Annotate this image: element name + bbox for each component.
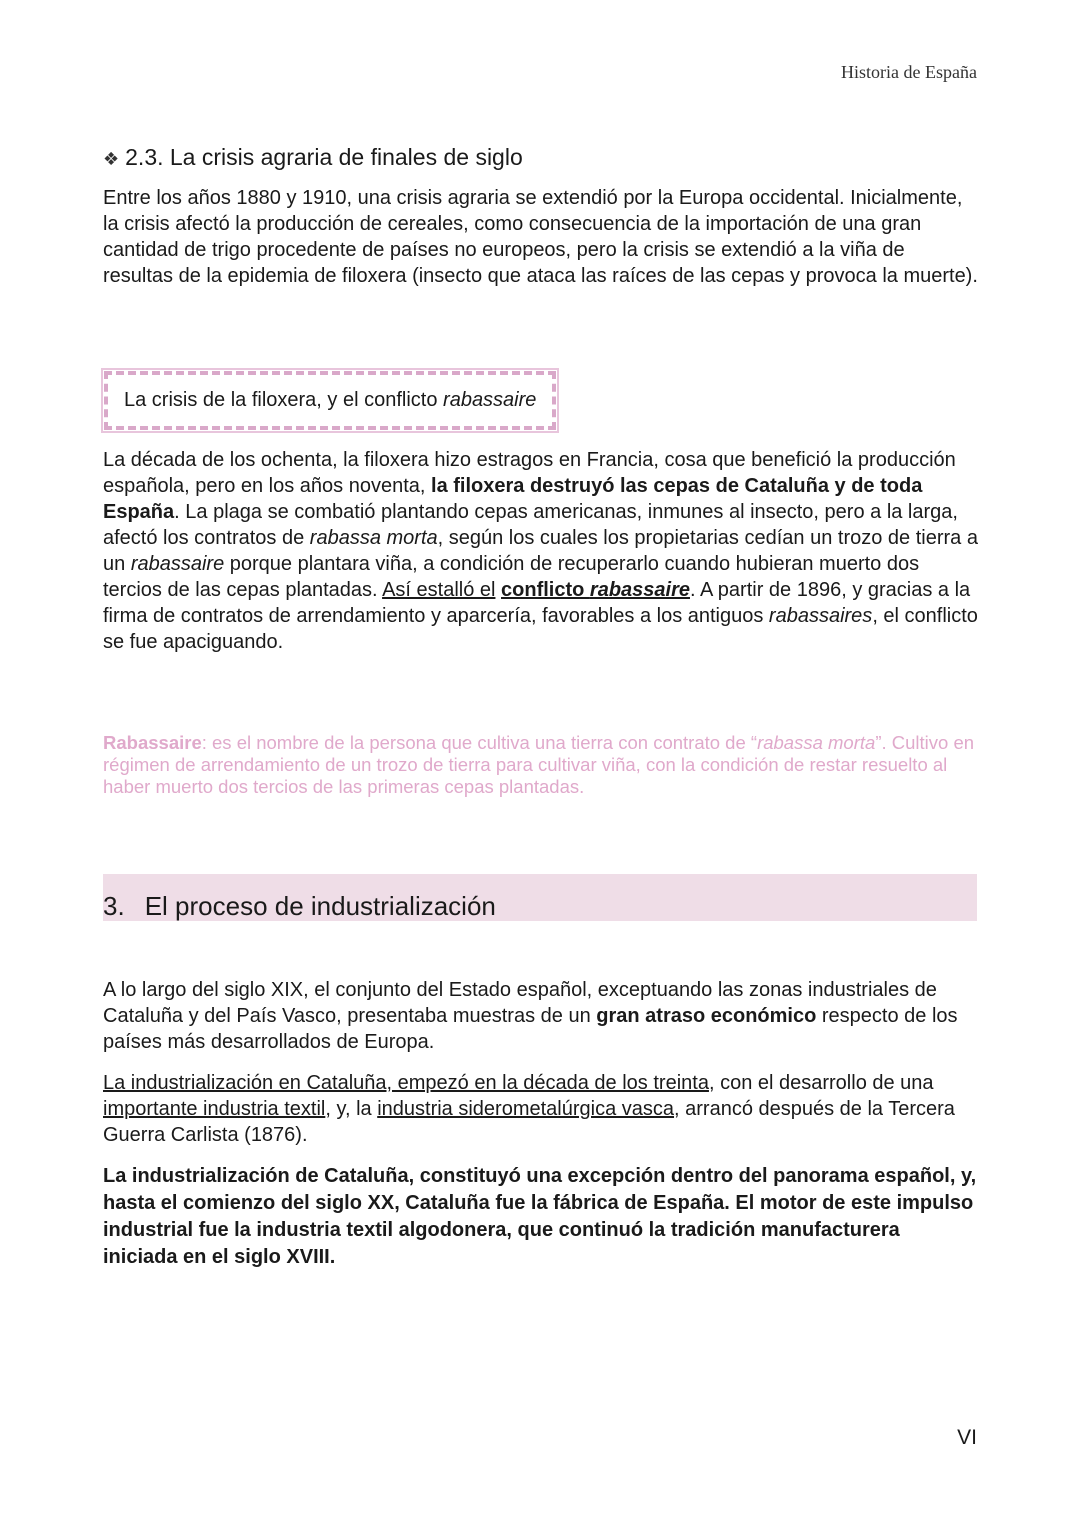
underlined-run: Así estalló el	[382, 579, 496, 601]
text-run: A lo largo del siglo XIX, el conjunto del Estado español, exceptuando las zonas industriales de Cataluña y del País Vasco, presentaba muestras de un	[103, 979, 937, 1027]
text-run: ”. Cultivo en régimen de arrendamiento de un trozo de tierra para cultivar viña, con la condición de restar resuelto al haber muerto dos tercios de las primeras cepas plantadas.	[103, 732, 975, 797]
bold-underlined-italic-run: rabassaire	[589, 579, 690, 601]
paragraph-filoxera	[103, 447, 979, 655]
subsection-heading	[103, 142, 979, 174]
paragraph-crisis-agraria: Entre los años 1880 y 1910, una crisis agraria se extendió por la Europa occidental. Inicialmente, la crisis afectó la producción de cereales, como consecuencia de la importación de una gran cantidad de trigo procedente de países no europeos, pero la crisis se extendió a la viña de resultas de la epidemia de filoxera (insecto que ataca las raíces de las cepas y provoca la muerte).	[103, 187, 978, 287]
text-run: , arrancó después de la Tercera Guerra Carlista (1876).	[103, 1098, 955, 1146]
section-heading	[103, 889, 496, 923]
paragraph-industrializacion	[103, 1070, 979, 1148]
running-header: Historia de España	[841, 62, 977, 82]
text-run: , y, la	[325, 1098, 378, 1120]
bold-run: gran atraso económico	[596, 1005, 817, 1027]
text-run: respecto de los países más desarrollados de Europa.	[103, 1005, 958, 1053]
italic-run: rabassaire	[130, 553, 225, 575]
text-run: , el conflicto se fue apaciguando.	[103, 605, 978, 653]
page-number: VI	[957, 1426, 977, 1449]
text-run: La década de los ochenta, la filoxera hizo estragos en Francia, cosa que benefició la producción española, pero en los años noventa,	[103, 449, 956, 497]
subsection-title: 2.3. La crisis agraria de finales de siglo	[125, 144, 523, 170]
section-title: El proceso de industrialización	[144, 891, 496, 921]
definition-term: Rabassaire	[103, 732, 202, 753]
section-number: 3.	[103, 891, 125, 921]
boxed-subtitle-italic: rabassaire	[443, 389, 537, 411]
underlined-run: importante industria textil	[103, 1098, 326, 1120]
text-run: porque plantara viña, a condición de recuperarlo cuando hubieran muerto dos tercios de las cepas plantadas.	[103, 553, 920, 601]
paragraph-atraso	[103, 977, 979, 1055]
paragraph-cataluna: La industrialización de Cataluña, constituyó una excepción dentro del panorama español, y, hasta el comienzo del siglo XX, Cataluña fue la fábrica de España. El motor de este impulso industrial fue la industria textil algodonera, que continuó la tradición manufacturera iniciada en el siglo XVIII.	[103, 1165, 977, 1268]
underlined-run: La industrialización en Cataluña, empezó en la década de los treinta	[103, 1072, 709, 1094]
italic-run: rabassa morta	[309, 527, 438, 549]
text-run: . A partir de 1896, y gracias a la firma de contratos de arrendamiento y aparcería, favorables a los antiguos	[103, 579, 971, 627]
text-run: , con el desarrollo de una	[708, 1072, 934, 1094]
bold-underlined-run: conflicto	[501, 579, 590, 601]
bold-run: la filoxera destruyó las cepas de Cataluña y de toda España	[103, 475, 923, 523]
italic-run: rabassa morta	[757, 732, 876, 753]
italic-run: rabassaires	[768, 605, 873, 627]
definition-note	[103, 732, 979, 798]
diamond-bullet-icon: ❖	[103, 149, 120, 169]
text-run: : es el nombre de la persona que cultiva una tierra con contrato de “	[201, 732, 758, 753]
boxed-subtitle-text: La crisis de la filoxera, y el conflicto	[124, 389, 444, 411]
text-run: . La plaga se combatió plantando cepas americanas, inmunes al insecto, pero a la larga, afectó los contratos de	[103, 501, 958, 549]
boxed-subtitle	[104, 371, 556, 430]
text-run: , según los cuales los propietarias cedían un trozo de tierra a un	[103, 527, 978, 575]
underlined-run: industria siderometalúrgica vasca	[377, 1098, 675, 1120]
